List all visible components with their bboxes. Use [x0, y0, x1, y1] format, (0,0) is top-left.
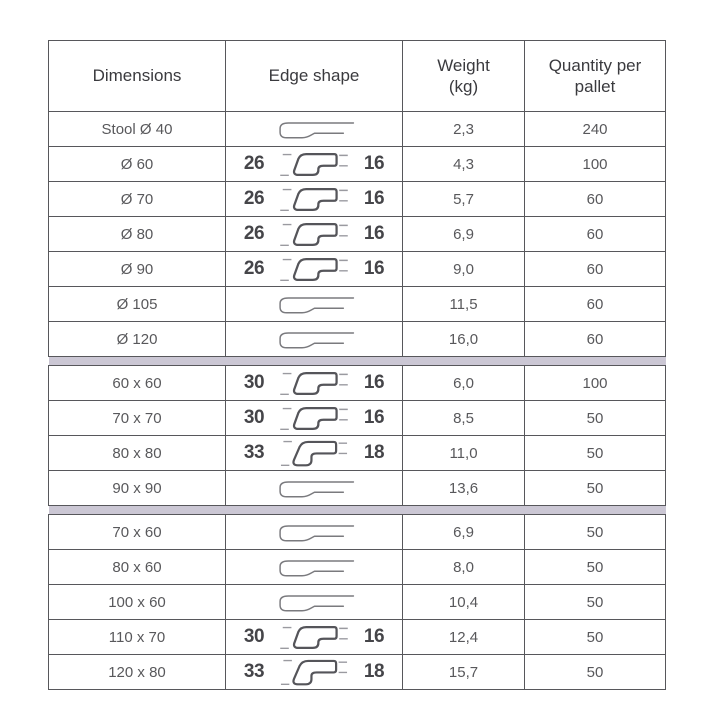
thickness-right-label: 16 [363, 258, 385, 279]
edge-profile-dimensioned [226, 655, 402, 689]
quantity-cell: 50 [525, 620, 666, 655]
group-separator [49, 357, 666, 366]
weight-cell: 2,3 [403, 112, 525, 147]
thickness-left-label: 30 [243, 407, 265, 428]
thickness-right-label: 16 [363, 626, 385, 647]
edge-profile-dimensioned [226, 620, 402, 654]
edge-profile-icon [279, 367, 349, 400]
header-weight: Weight (kg) [403, 41, 525, 112]
edge-shape-cell [226, 585, 403, 620]
quantity-cell: 60 [525, 252, 666, 287]
edge-shape-cell [226, 515, 403, 550]
edge-profile-dimensioned [226, 147, 402, 181]
weight-cell: 4,3 [403, 147, 525, 182]
table-row [49, 515, 666, 550]
table-row [49, 401, 666, 436]
edge-profile-icon [279, 148, 349, 181]
table-row [49, 287, 666, 322]
thickness-right-label: 18 [363, 442, 385, 463]
dimension-cell: Stool Ø 40 [49, 112, 226, 147]
header-edge-shape: Edge shape [226, 41, 403, 112]
quantity-cell: 100 [525, 366, 666, 401]
weight-cell: 12,4 [403, 620, 525, 655]
edge-profile-thin-icon [269, 293, 359, 315]
table-row [49, 366, 666, 401]
quantity-cell: 50 [525, 471, 666, 506]
thickness-right-label: 16 [363, 372, 385, 393]
weight-cell: 16,0 [403, 322, 525, 357]
edge-shape-cell [226, 366, 403, 401]
table-row [49, 252, 666, 287]
quantity-cell: 60 [525, 322, 666, 357]
weight-cell: 8,0 [403, 550, 525, 585]
quantity-cell: 60 [525, 287, 666, 322]
quantity-cell: 50 [525, 585, 666, 620]
weight-cell: 13,6 [403, 471, 525, 506]
weight-cell: 6,9 [403, 217, 525, 252]
weight-cell: 8,5 [403, 401, 525, 436]
edge-shape-cell [226, 550, 403, 585]
table-row [49, 112, 666, 147]
edge-profile-icon [279, 655, 349, 689]
edge-profile-dimensioned [226, 182, 402, 216]
thickness-left-label: 26 [243, 258, 265, 279]
weight-cell: 5,7 [403, 182, 525, 217]
dimension-cell: Ø 90 [49, 252, 226, 287]
dimension-cell: Ø 70 [49, 182, 226, 217]
weight-cell: 11,5 [403, 287, 525, 322]
edge-profile-icon [279, 253, 349, 286]
table-row [49, 147, 666, 182]
edge-shape-cell [226, 147, 403, 182]
edge-shape-cell [226, 401, 403, 436]
quantity-cell: 50 [525, 655, 666, 690]
thickness-right-label: 16 [363, 188, 385, 209]
dimension-cell: 80 x 80 [49, 436, 226, 471]
edge-profile-icon [279, 183, 349, 216]
edge-profile-thin-icon [269, 521, 359, 543]
thickness-left-label: 26 [243, 153, 265, 174]
edge-shape-cell [226, 252, 403, 287]
edge-shape-cell [226, 182, 403, 217]
edge-shape-cell [226, 217, 403, 252]
edge-shape-cell [226, 112, 403, 147]
quantity-cell: 100 [525, 147, 666, 182]
quantity-cell: 240 [525, 112, 666, 147]
header-dimensions: Dimensions [49, 41, 226, 112]
weight-cell: 15,7 [403, 655, 525, 690]
edge-shape-cell [226, 436, 403, 471]
table-row [49, 471, 666, 506]
thickness-left-label: 26 [243, 223, 265, 244]
edge-profile-thin-icon [269, 328, 359, 350]
dimension-cell: 110 x 70 [49, 620, 226, 655]
header-quantity: Quantity per pallet [525, 41, 666, 112]
edge-profile-thin-icon [269, 556, 359, 578]
thickness-left-label: 30 [243, 626, 265, 647]
edge-profile-dimensioned [226, 366, 402, 400]
thickness-right-label: 16 [363, 153, 385, 174]
weight-cell: 6,0 [403, 366, 525, 401]
quantity-cell: 50 [525, 401, 666, 436]
thickness-right-label: 16 [363, 223, 385, 244]
thickness-left-label: 30 [243, 372, 265, 393]
dimension-cell: Ø 105 [49, 287, 226, 322]
edge-profile-thin-icon [269, 118, 359, 140]
thickness-right-label: 16 [363, 407, 385, 428]
thickness-right-label: 18 [363, 661, 385, 682]
weight-cell: 6,9 [403, 515, 525, 550]
edge-shape-cell [226, 471, 403, 506]
dimension-cell: Ø 120 [49, 322, 226, 357]
edge-shape-cell [226, 287, 403, 322]
edge-shape-cell [226, 322, 403, 357]
quantity-cell: 50 [525, 515, 666, 550]
edge-profile-dimensioned [226, 252, 402, 286]
edge-profile-icon [279, 402, 349, 435]
dimension-cell: 60 x 60 [49, 366, 226, 401]
header-row [49, 41, 666, 112]
thickness-left-label: 33 [243, 661, 265, 682]
table-row [49, 436, 666, 471]
dimension-cell: 80 x 60 [49, 550, 226, 585]
weight-cell: 10,4 [403, 585, 525, 620]
edge-profile-dimensioned [226, 436, 402, 470]
weight-cell: 9,0 [403, 252, 525, 287]
table-row [49, 322, 666, 357]
thickness-left-label: 33 [243, 442, 265, 463]
table-row [49, 655, 666, 690]
dimension-cell: 70 x 60 [49, 515, 226, 550]
quantity-cell: 60 [525, 217, 666, 252]
group-separator [49, 506, 666, 515]
edge-profile-dimensioned [226, 217, 402, 251]
dimension-cell: 90 x 90 [49, 471, 226, 506]
dimension-cell: Ø 80 [49, 217, 226, 252]
edge-shape-cell [226, 620, 403, 655]
dimension-cell: 120 x 80 [49, 655, 226, 690]
weight-cell: 11,0 [403, 436, 525, 471]
quantity-cell: 50 [525, 550, 666, 585]
dimension-cell: 70 x 70 [49, 401, 226, 436]
edge-profile-icon [279, 621, 349, 654]
quantity-cell: 50 [525, 436, 666, 471]
quantity-cell: 60 [525, 182, 666, 217]
edge-profile-icon [279, 218, 349, 251]
edge-profile-dimensioned [226, 401, 402, 435]
table-row [49, 217, 666, 252]
edge-profile-thin-icon [269, 591, 359, 613]
dimension-cell: 100 x 60 [49, 585, 226, 620]
edge-shape-cell [226, 655, 403, 690]
thickness-left-label: 26 [243, 188, 265, 209]
table-row [49, 585, 666, 620]
product-spec-table [48, 40, 666, 690]
edge-profile-icon [279, 436, 349, 470]
table-row [49, 550, 666, 585]
table-row [49, 620, 666, 655]
table-row [49, 182, 666, 217]
dimension-cell: Ø 60 [49, 147, 226, 182]
edge-profile-thin-icon [269, 477, 359, 499]
